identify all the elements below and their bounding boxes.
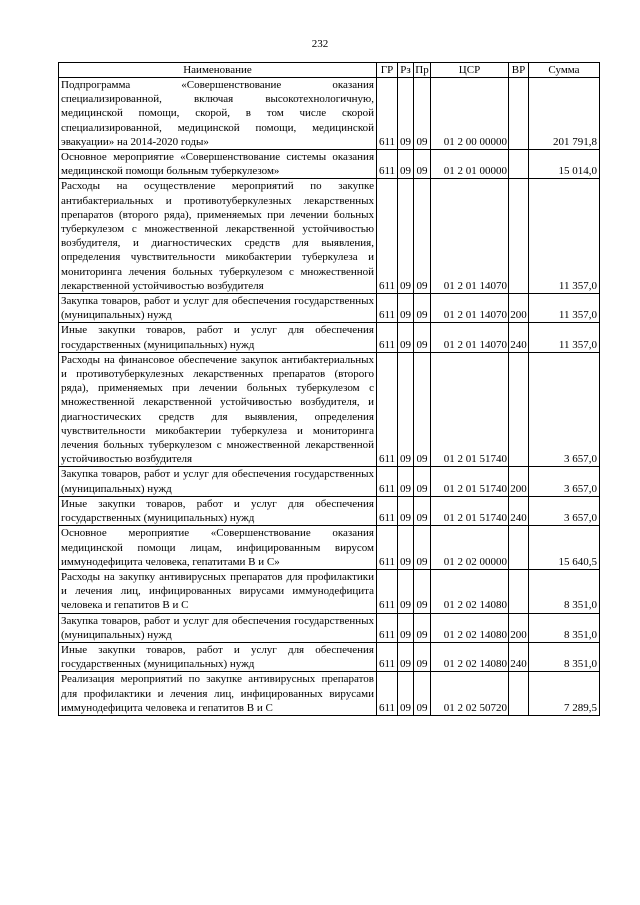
table-row (59, 179, 600, 294)
cell-csr: 01 2 02 00000 (431, 526, 509, 570)
cell-vr (509, 672, 529, 716)
cell-rz: 09 (398, 672, 414, 716)
cell-rz: 09 (398, 179, 414, 294)
cell-name: Расходы на осуществление мероприятий по закупке антибактериальных и противотуберкулезных лекарственных препаратов (второго ряда), применяемых при лечении больных туберкулезом с множественной лекарственной устойчивостью возбудителя, и диагностических средств для выявления, определения чувствительности микобактерии туберкулеза и мониторинга лечения больных туберкулезом с множественной лекарственной устойчивостью возбудителя (59, 179, 377, 294)
table-row (59, 323, 600, 352)
header-sum: Сумма (529, 63, 600, 78)
cell-vr: 240 (509, 496, 529, 525)
budget-table (58, 62, 600, 716)
cell-csr: 01 2 01 14070 (431, 294, 509, 323)
cell-pr: 09 (414, 352, 431, 467)
cell-gr: 611 (377, 352, 398, 467)
cell-pr: 09 (414, 672, 431, 716)
table-row (59, 642, 600, 671)
cell-csr: 01 2 02 14080 (431, 613, 509, 642)
cell-pr: 09 (414, 642, 431, 671)
cell-name: Основное мероприятие «Совершенствование системы оказания медицинской помощи больным туберкулезом» (59, 150, 377, 179)
cell-rz: 09 (398, 323, 414, 352)
cell-vr (509, 150, 529, 179)
cell-csr: 01 2 01 51740 (431, 467, 509, 496)
cell-sum: 8 351,0 (529, 569, 600, 613)
table-row (59, 467, 600, 496)
cell-rz: 09 (398, 613, 414, 642)
cell-gr: 611 (377, 613, 398, 642)
page-number: 232 (311, 38, 329, 50)
table-row (59, 672, 600, 716)
cell-csr: 01 2 01 51740 (431, 496, 509, 525)
cell-name: Расходы на финансовое обеспечение закупок антибактериальных и противотуберкулезных лекарственных препаратов (второго ряда), применяемых при лечении больных туберкулезом с множественной лекарственной устойчивостью возбудителя, и диагностических средств для выявления, определения чувствительности микобактерии туберкулеза и мониторинга лечения больных туберкулезом с множественной лекарственной устойчивостью возбудителя (59, 352, 377, 467)
cell-name: Иные закупки товаров, работ и услуг для обеспечения государственных (муниципальных) нужд (59, 642, 377, 671)
cell-gr: 611 (377, 526, 398, 570)
cell-vr: 200 (509, 613, 529, 642)
cell-vr (509, 569, 529, 613)
cell-name: Закупка товаров, работ и услуг для обеспечения государственных (муниципальных) нужд (59, 294, 377, 323)
cell-sum: 201 791,8 (529, 78, 600, 150)
cell-sum: 7 289,5 (529, 672, 600, 716)
cell-gr: 611 (377, 294, 398, 323)
cell-name: Основное мероприятие «Совершенствование оказания медицинской помощи лицам, инфицированным вирусом иммунодефицита человека, гепатитами В и С» (59, 526, 377, 570)
cell-gr: 611 (377, 78, 398, 150)
table-row (59, 150, 600, 179)
cell-gr: 611 (377, 569, 398, 613)
cell-gr: 611 (377, 150, 398, 179)
header-gr: ГР (377, 63, 398, 78)
cell-pr: 09 (414, 179, 431, 294)
cell-name: Закупка товаров, работ и услуг для обеспечения государственных (муниципальных) нужд (59, 467, 377, 496)
cell-csr: 01 2 01 14070 (431, 179, 509, 294)
cell-vr: 200 (509, 294, 529, 323)
cell-rz: 09 (398, 569, 414, 613)
cell-rz: 09 (398, 496, 414, 525)
cell-pr: 09 (414, 569, 431, 613)
table-row (59, 78, 600, 150)
cell-csr: 01 2 02 14080 (431, 569, 509, 613)
cell-vr (509, 78, 529, 150)
cell-gr: 611 (377, 672, 398, 716)
cell-pr: 09 (414, 467, 431, 496)
cell-vr: 200 (509, 467, 529, 496)
cell-sum: 11 357,0 (529, 179, 600, 294)
cell-name: Закупка товаров, работ и услуг для обеспечения государственных (муниципальных) нужд (59, 613, 377, 642)
cell-gr: 611 (377, 467, 398, 496)
cell-sum: 3 657,0 (529, 352, 600, 467)
cell-pr: 09 (414, 496, 431, 525)
table-row (59, 526, 600, 570)
cell-vr (509, 179, 529, 294)
cell-sum: 3 657,0 (529, 467, 600, 496)
cell-vr (509, 526, 529, 570)
cell-rz: 09 (398, 352, 414, 467)
cell-name: Расходы на закупку антивирусных препаратов для профилактики и лечения лиц, инфицированных вирусами иммунодефицита человека и гепатитов В и С (59, 569, 377, 613)
cell-sum: 3 657,0 (529, 496, 600, 525)
cell-pr: 09 (414, 294, 431, 323)
cell-sum: 11 357,0 (529, 294, 600, 323)
table-row (59, 569, 600, 613)
cell-csr: 01 2 01 14070 (431, 323, 509, 352)
cell-sum: 15 014,0 (529, 150, 600, 179)
cell-sum: 11 357,0 (529, 323, 600, 352)
cell-name: Иные закупки товаров, работ и услуг для обеспечения государственных (муниципальных) нужд (59, 496, 377, 525)
header-pr: Пр (415, 63, 429, 76)
cell-csr: 01 2 02 50720 (431, 672, 509, 716)
table-row (59, 613, 600, 642)
cell-rz: 09 (398, 294, 414, 323)
cell-csr: 01 2 01 51740 (431, 352, 509, 467)
table-row (59, 352, 600, 467)
cell-rz: 09 (398, 78, 414, 150)
cell-rz: 09 (398, 526, 414, 570)
cell-name: Иные закупки товаров, работ и услуг для обеспечения государственных (муниципальных) нужд (59, 323, 377, 352)
cell-sum: 15 640,5 (529, 526, 600, 570)
table-row (59, 496, 600, 525)
cell-csr: 01 2 00 00000 (431, 78, 509, 150)
cell-csr: 01 2 01 00000 (431, 150, 509, 179)
cell-rz: 09 (398, 150, 414, 179)
cell-pr: 09 (414, 323, 431, 352)
cell-csr: 01 2 02 14080 (431, 642, 509, 671)
cell-vr: 240 (509, 323, 529, 352)
cell-gr: 611 (377, 496, 398, 525)
cell-pr: 09 (414, 78, 431, 150)
cell-rz: 09 (398, 467, 414, 496)
cell-pr: 09 (414, 150, 431, 179)
table-header-row (59, 63, 600, 78)
header-csr: ЦСР (431, 63, 509, 78)
header-rz: Рз (398, 63, 414, 78)
cell-rz: 09 (398, 642, 414, 671)
cell-pr: 09 (414, 613, 431, 642)
cell-gr: 611 (377, 179, 398, 294)
cell-vr: 240 (509, 642, 529, 671)
cell-name: Подпрограмма «Совершенствование оказания специализированной, включая высокотехнологичную, медицинской помощи, скорой, в том числе скорой специализированной, медицинской помощи, медицинской эвакуации» на 2014-2020 годы» (59, 78, 377, 150)
cell-name: Реализация мероприятий по закупке антивирусных препаратов для профилактики и лечения лиц, инфицированных вирусами иммунодефицита человека и гепатитов В и С (59, 672, 377, 716)
header-name: Наименование (59, 63, 377, 78)
cell-sum: 8 351,0 (529, 613, 600, 642)
cell-vr (509, 352, 529, 467)
cell-gr: 611 (377, 642, 398, 671)
header-vr: ВР (509, 63, 529, 78)
table-row (59, 294, 600, 323)
cell-pr: 09 (414, 526, 431, 570)
cell-gr: 611 (377, 323, 398, 352)
cell-sum: 8 351,0 (529, 642, 600, 671)
